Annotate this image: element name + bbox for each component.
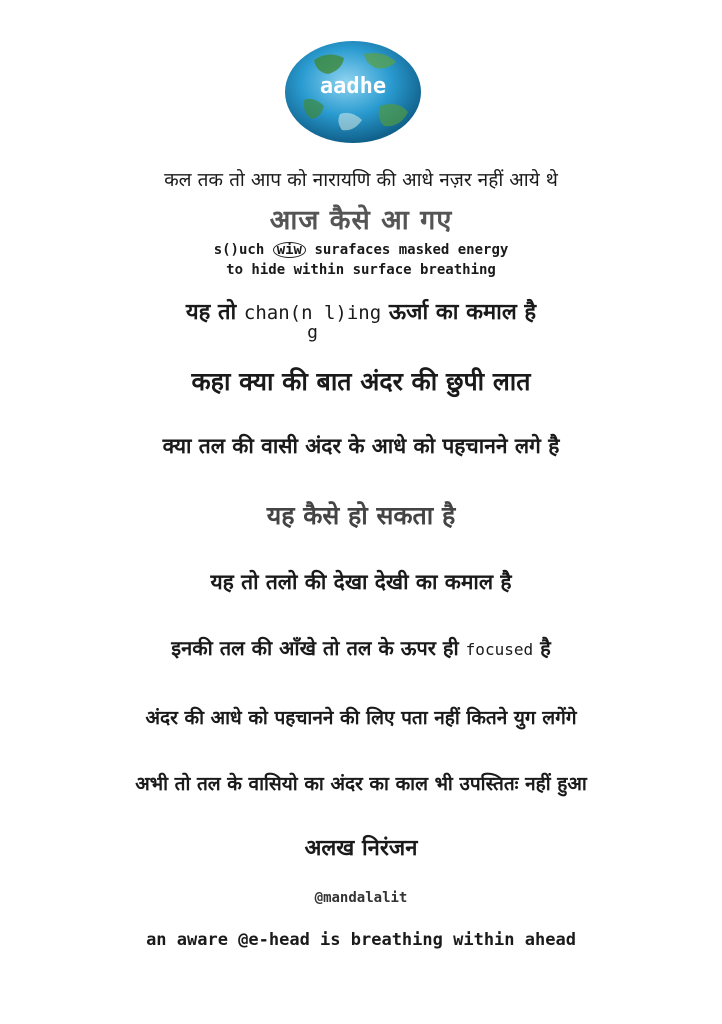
circled-word: wiw: [273, 242, 306, 258]
poem-line-8: यह तो तलो की देखा देखी का कमाल है: [210, 570, 512, 594]
aadhe-logo: [284, 40, 422, 144]
poem-line-4: [0, 296, 722, 343]
poem-line-7: यह कैसे हो सकता है: [266, 501, 456, 530]
globe-icon: [284, 40, 422, 144]
line4-post: ऊर्जा का कमाल है: [388, 300, 537, 325]
poem-line-5: कहा क्या की बात अंदर की छुपी लात: [191, 367, 531, 396]
poem-line-9: [0, 634, 722, 661]
poem-line-10: अंदर की आधे को पहचानने की लिए पता नहीं कितने युग लगेंगे: [145, 707, 577, 729]
poem-line-3a: [0, 242, 722, 258]
line4-sub-g: g: [307, 322, 318, 343]
line3a-post: surafaces masked energy: [314, 242, 509, 258]
line3a-pre: s()uch: [213, 242, 265, 258]
poem-line-3b: to hide within surface breathing: [226, 262, 496, 278]
logo-text: aadhe: [319, 74, 387, 99]
line4-pre: यह तो: [185, 300, 237, 325]
poem-line-1: कल तक तो आप को नारायणि की आधे नज़र नहीं आये थे: [164, 169, 558, 191]
poem-line-2: आज कैसे आ गए: [269, 205, 453, 236]
line9-pre: इनकी तल की आँखे तो तल के ऊपर ही: [171, 636, 459, 660]
poem-line-12: अलख निरंजन: [304, 836, 418, 861]
line9-mono: focused: [465, 640, 534, 659]
line4-mono-text: chan(n l)ing: [243, 302, 382, 324]
tagline: an aware @e-head is breathing within ahead: [146, 930, 576, 950]
author-handle: @mandalalit: [314, 890, 408, 906]
poem-line-11: अभी तो तल के वासियो का अंदर का काल भी उपस्तितः नहीं हुआ: [135, 773, 587, 795]
poem-line-6: क्या तल की वासी अंदर के आधे को पहचानने लगे है: [162, 434, 560, 458]
line4-mono: [243, 302, 382, 343]
line9-post: है: [540, 636, 551, 660]
